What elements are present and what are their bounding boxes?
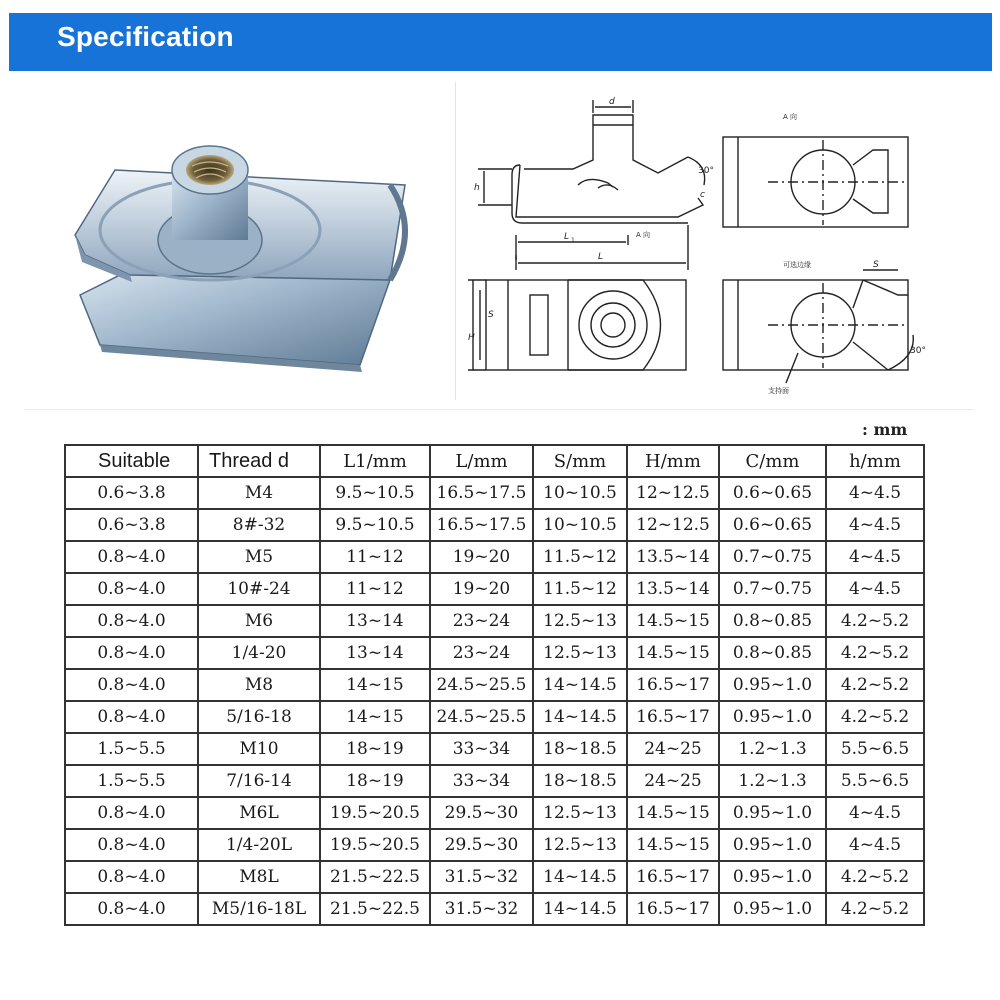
cell-c: 0.7~0.75 bbox=[719, 541, 826, 573]
spec-table bbox=[64, 444, 925, 926]
header-s: S/mm bbox=[533, 445, 627, 477]
cell-s: 14~14.5 bbox=[533, 893, 627, 925]
table-row bbox=[65, 765, 924, 797]
cell-s: 12.5~13 bbox=[533, 637, 627, 669]
cell-c: 0.8~0.85 bbox=[719, 605, 826, 637]
cell-l: 29.5~30 bbox=[430, 829, 533, 861]
cell-l: 16.5~17.5 bbox=[430, 509, 533, 541]
cell-h-upper: 16.5~17 bbox=[627, 701, 719, 733]
cell-thread: M4 bbox=[198, 477, 320, 509]
cell-suitable: 0.8~4.0 bbox=[65, 541, 198, 573]
cell-l1: 19.5~20.5 bbox=[320, 797, 430, 829]
table-row bbox=[65, 477, 924, 509]
cell-l1: 11~12 bbox=[320, 541, 430, 573]
cell-suitable: 0.6~3.8 bbox=[65, 477, 198, 509]
table-row bbox=[65, 669, 924, 701]
cell-h-upper: 16.5~17 bbox=[627, 861, 719, 893]
cell-h-lower: 4~4.5 bbox=[826, 477, 924, 509]
cell-c: 0.95~1.0 bbox=[719, 829, 826, 861]
unit-label: : mm bbox=[862, 420, 908, 439]
cell-h-lower: 4.2~5.2 bbox=[826, 637, 924, 669]
label-L1-sub: 1 bbox=[571, 237, 575, 244]
cell-h-lower: 4~4.5 bbox=[826, 509, 924, 541]
cell-suitable: 0.6~3.8 bbox=[65, 509, 198, 541]
cell-h-lower: 4.2~5.2 bbox=[826, 861, 924, 893]
cell-c: 1.2~1.3 bbox=[719, 733, 826, 765]
cell-l: 23~24 bbox=[430, 637, 533, 669]
cell-h-lower: 4.2~5.2 bbox=[826, 701, 924, 733]
cell-thread: M8 bbox=[198, 669, 320, 701]
table-row bbox=[65, 605, 924, 637]
cell-suitable: 0.8~4.0 bbox=[65, 669, 198, 701]
cell-c: 0.95~1.0 bbox=[719, 893, 826, 925]
cell-thread: M5/16-18L bbox=[198, 893, 320, 925]
cell-suitable: 0.8~4.0 bbox=[65, 573, 198, 605]
cell-h-upper: 12~12.5 bbox=[627, 477, 719, 509]
cell-l: 24.5~25.5 bbox=[430, 669, 533, 701]
table-header-row bbox=[65, 445, 924, 477]
cell-thread: 8#-32 bbox=[198, 509, 320, 541]
label-view-a-top: A 向 bbox=[783, 113, 798, 121]
cell-l1: 13~14 bbox=[320, 637, 430, 669]
cell-l: 31.5~32 bbox=[430, 893, 533, 925]
label-h: h bbox=[474, 183, 480, 193]
cell-s: 10~10.5 bbox=[533, 509, 627, 541]
label-H: H bbox=[468, 333, 475, 343]
label-S: S bbox=[488, 310, 494, 320]
label-view-a: A 向 bbox=[636, 231, 651, 239]
cell-h-lower: 5.5~6.5 bbox=[826, 733, 924, 765]
header-c: C/mm bbox=[719, 445, 826, 477]
cell-s: 14~14.5 bbox=[533, 861, 627, 893]
cell-c: 0.6~0.65 bbox=[719, 477, 826, 509]
cell-l: 31.5~32 bbox=[430, 861, 533, 893]
cell-h-upper: 14.5~15 bbox=[627, 797, 719, 829]
cell-l: 19~20 bbox=[430, 541, 533, 573]
label-L: L bbox=[598, 252, 604, 262]
cell-l1: 9.5~10.5 bbox=[320, 509, 430, 541]
cell-h-lower: 4~4.5 bbox=[826, 797, 924, 829]
table-row bbox=[65, 573, 924, 605]
label-support: 支持面 bbox=[768, 387, 789, 395]
cell-h-upper: 14.5~15 bbox=[627, 605, 719, 637]
label-s-dim: S bbox=[873, 260, 879, 270]
cell-thread: M6L bbox=[198, 797, 320, 829]
cell-c: 0.6~0.65 bbox=[719, 509, 826, 541]
cell-h-upper: 24~25 bbox=[627, 733, 719, 765]
cell-thread: 1/4-20L bbox=[198, 829, 320, 861]
cell-thread: 1/4-20 bbox=[198, 637, 320, 669]
cell-s: 18~18.5 bbox=[533, 765, 627, 797]
cell-c: 0.95~1.0 bbox=[719, 669, 826, 701]
cell-thread: M8L bbox=[198, 861, 320, 893]
cell-l1: 13~14 bbox=[320, 605, 430, 637]
cell-suitable: 0.8~4.0 bbox=[65, 701, 198, 733]
cell-s: 11.5~12 bbox=[533, 541, 627, 573]
cell-l1: 18~19 bbox=[320, 765, 430, 797]
technical-drawing bbox=[468, 95, 938, 400]
header-h-lower: h/mm bbox=[826, 445, 924, 477]
table-row bbox=[65, 541, 924, 573]
cell-suitable: 0.8~4.0 bbox=[65, 605, 198, 637]
label-C: c bbox=[700, 190, 705, 200]
header-banner bbox=[9, 13, 992, 71]
cell-h-upper: 24~25 bbox=[627, 765, 719, 797]
header-thread: Thread d bbox=[198, 445, 320, 477]
cell-thread: M6 bbox=[198, 605, 320, 637]
cell-h-lower: 4~4.5 bbox=[826, 541, 924, 573]
cell-h-lower: 4.2~5.2 bbox=[826, 893, 924, 925]
cell-h-lower: 4~4.5 bbox=[826, 573, 924, 605]
cell-thread: 5/16-18 bbox=[198, 701, 320, 733]
cell-h-upper: 14.5~15 bbox=[627, 637, 719, 669]
cell-c: 1.2~1.3 bbox=[719, 765, 826, 797]
table-row bbox=[65, 701, 924, 733]
table-row bbox=[65, 829, 924, 861]
cell-l: 19~20 bbox=[430, 573, 533, 605]
table-row bbox=[65, 893, 924, 925]
cell-h-lower: 4.2~5.2 bbox=[826, 669, 924, 701]
label-L1: L bbox=[564, 232, 570, 242]
cell-l: 16.5~17.5 bbox=[430, 477, 533, 509]
cell-l1: 14~15 bbox=[320, 701, 430, 733]
cell-thread: M5 bbox=[198, 541, 320, 573]
product-photo bbox=[60, 130, 430, 380]
cell-c: 0.95~1.0 bbox=[719, 861, 826, 893]
cell-h-lower: 4~4.5 bbox=[826, 829, 924, 861]
cell-suitable: 1.5~5.5 bbox=[65, 765, 198, 797]
section-divider bbox=[24, 409, 974, 410]
cell-h-upper: 13.5~14 bbox=[627, 573, 719, 605]
cell-thread: 7/16-14 bbox=[198, 765, 320, 797]
cell-s: 12.5~13 bbox=[533, 797, 627, 829]
cell-l1: 19.5~20.5 bbox=[320, 829, 430, 861]
label-d: d bbox=[609, 97, 615, 107]
cell-h-upper: 13.5~14 bbox=[627, 541, 719, 573]
cell-s: 12.5~13 bbox=[533, 829, 627, 861]
cell-c: 0.95~1.0 bbox=[719, 797, 826, 829]
table-row bbox=[65, 797, 924, 829]
cell-l1: 9.5~10.5 bbox=[320, 477, 430, 509]
header-h-upper: H/mm bbox=[627, 445, 719, 477]
cell-h-upper: 14.5~15 bbox=[627, 829, 719, 861]
cell-l1: 11~12 bbox=[320, 573, 430, 605]
cell-suitable: 0.8~4.0 bbox=[65, 637, 198, 669]
cell-s: 14~14.5 bbox=[533, 669, 627, 701]
cell-suitable: 0.8~4.0 bbox=[65, 861, 198, 893]
cell-suitable: 0.8~4.0 bbox=[65, 893, 198, 925]
header-l: L/mm bbox=[430, 445, 533, 477]
cell-thread: M10 bbox=[198, 733, 320, 765]
table-row bbox=[65, 733, 924, 765]
cell-thread: 10#-24 bbox=[198, 573, 320, 605]
cell-l1: 14~15 bbox=[320, 669, 430, 701]
cell-l1: 21.5~22.5 bbox=[320, 861, 430, 893]
cell-l: 33~34 bbox=[430, 765, 533, 797]
cell-s: 14~14.5 bbox=[533, 701, 627, 733]
page-title: Specification bbox=[57, 21, 234, 52]
cell-c: 0.8~0.85 bbox=[719, 637, 826, 669]
cell-s: 11.5~12 bbox=[533, 573, 627, 605]
table-row bbox=[65, 861, 924, 893]
label-angle-bottom: 30° bbox=[910, 346, 926, 356]
cell-s: 10~10.5 bbox=[533, 477, 627, 509]
cell-l1: 21.5~22.5 bbox=[320, 893, 430, 925]
header-suitable: Suitable bbox=[65, 445, 198, 477]
cell-suitable: 0.8~4.0 bbox=[65, 829, 198, 861]
cell-l: 33~34 bbox=[430, 733, 533, 765]
cell-h-lower: 4.2~5.2 bbox=[826, 605, 924, 637]
photo-divider bbox=[455, 82, 456, 400]
table-row bbox=[65, 637, 924, 669]
header-l1: L1/mm bbox=[320, 445, 430, 477]
cell-c: 0.7~0.75 bbox=[719, 573, 826, 605]
cell-h-upper: 12~12.5 bbox=[627, 509, 719, 541]
label-view-alt: 可选边缘 bbox=[783, 261, 811, 269]
cell-suitable: 1.5~5.5 bbox=[65, 733, 198, 765]
cell-h-upper: 16.5~17 bbox=[627, 669, 719, 701]
cell-h-upper: 16.5~17 bbox=[627, 893, 719, 925]
cell-c: 0.95~1.0 bbox=[719, 701, 826, 733]
table-row bbox=[65, 509, 924, 541]
cell-s: 12.5~13 bbox=[533, 605, 627, 637]
cell-l: 23~24 bbox=[430, 605, 533, 637]
cell-s: 18~18.5 bbox=[533, 733, 627, 765]
cell-l: 29.5~30 bbox=[430, 797, 533, 829]
label-angle-top: 30° bbox=[698, 166, 714, 176]
cell-suitable: 0.8~4.0 bbox=[65, 797, 198, 829]
cell-h-lower: 5.5~6.5 bbox=[826, 765, 924, 797]
cell-l: 24.5~25.5 bbox=[430, 701, 533, 733]
cell-l1: 18~19 bbox=[320, 733, 430, 765]
